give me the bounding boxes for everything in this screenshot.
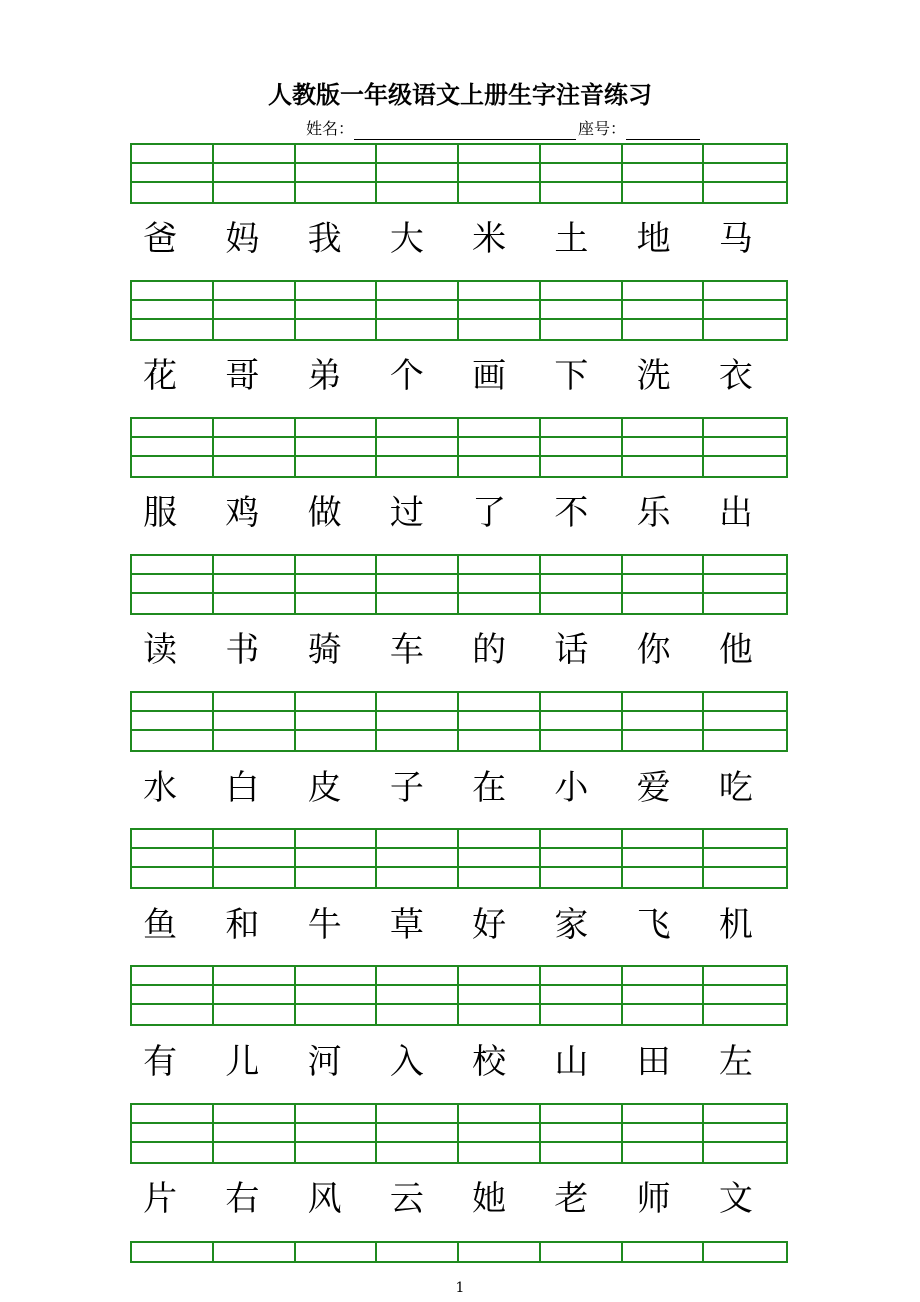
pinyin-box[interactable]	[459, 1005, 541, 1024]
hanzi-character: 哥	[225, 356, 260, 396]
pinyin-box[interactable]	[459, 1105, 541, 1124]
worksheet-title: 人教版一年级语文上册生字注音练习	[268, 80, 652, 109]
pinyin-box[interactable]	[214, 830, 296, 849]
pinyin-box[interactable]	[132, 1143, 214, 1162]
pinyin-box[interactable]	[704, 731, 786, 750]
pinyin-box[interactable]	[541, 145, 623, 164]
hanzi-character: 了	[472, 493, 507, 533]
pinyin-box[interactable]	[704, 1243, 786, 1261]
hanzi-character: 洗	[636, 356, 671, 396]
pinyin-box[interactable]	[541, 419, 623, 438]
hanzi-character: 的	[472, 630, 507, 670]
pinyin-box[interactable]	[623, 301, 705, 320]
pinyin-grid	[130, 828, 788, 889]
hanzi-character: 山	[554, 1042, 589, 1082]
pinyin-box[interactable]	[214, 1124, 296, 1143]
pinyin-box[interactable]	[623, 164, 705, 183]
pinyin-box[interactable]	[296, 868, 378, 887]
pinyin-box[interactable]	[459, 575, 541, 594]
student-info-line	[306, 118, 700, 140]
name-label: 姓名：	[306, 119, 355, 138]
pinyin-box[interactable]	[214, 438, 296, 457]
pinyin-grid	[130, 965, 788, 1026]
pinyin-box[interactable]	[377, 594, 459, 613]
hanzi-character: 骑	[307, 630, 342, 670]
pinyin-box[interactable]	[623, 967, 705, 986]
pinyin-box[interactable]	[132, 986, 214, 1005]
pinyin-box[interactable]	[623, 1243, 705, 1261]
pinyin-box[interactable]	[623, 830, 705, 849]
pinyin-box[interactable]	[296, 594, 378, 613]
pinyin-box[interactable]	[214, 301, 296, 320]
pinyin-box[interactable]	[296, 301, 378, 320]
pinyin-box[interactable]	[296, 731, 378, 750]
pinyin-box[interactable]	[214, 849, 296, 868]
pinyin-box[interactable]	[704, 712, 786, 731]
pinyin-box[interactable]	[296, 419, 378, 438]
hanzi-character: 吃	[718, 768, 753, 808]
pinyin-box[interactable]	[377, 145, 459, 164]
character-row	[130, 1034, 788, 1090]
pinyin-box[interactable]	[459, 556, 541, 575]
pinyin-box[interactable]	[704, 575, 786, 594]
hanzi-character: 爱	[636, 768, 671, 808]
pinyin-box[interactable]	[214, 1243, 296, 1261]
pinyin-box[interactable]	[132, 457, 214, 476]
pinyin-box[interactable]	[296, 1243, 378, 1261]
hanzi-character: 子	[389, 768, 424, 808]
pinyin-box[interactable]	[623, 712, 705, 731]
hanzi-character: 话	[554, 630, 589, 670]
hanzi-character: 土	[554, 219, 589, 259]
pinyin-box[interactable]	[541, 282, 623, 301]
hanzi-character: 不	[554, 493, 589, 533]
hanzi-character: 地	[636, 219, 671, 259]
hanzi-character: 书	[225, 630, 260, 670]
hanzi-character: 乐	[636, 493, 671, 533]
pinyin-box[interactable]	[623, 145, 705, 164]
pinyin-box[interactable]	[377, 712, 459, 731]
pinyin-box[interactable]	[704, 1143, 786, 1162]
pinyin-box[interactable]	[296, 1143, 378, 1162]
pinyin-box[interactable]	[459, 986, 541, 1005]
pinyin-box[interactable]	[704, 282, 786, 301]
pinyin-box[interactable]	[132, 830, 214, 849]
pinyin-grid	[130, 143, 788, 204]
pinyin-box[interactable]	[132, 575, 214, 594]
pinyin-box[interactable]	[132, 282, 214, 301]
character-row	[130, 485, 788, 541]
pinyin-box[interactable]	[459, 1124, 541, 1143]
pinyin-box[interactable]	[704, 1105, 786, 1124]
pinyin-box[interactable]	[541, 438, 623, 457]
pinyin-box[interactable]	[541, 1105, 623, 1124]
pinyin-box[interactable]	[623, 1124, 705, 1143]
hanzi-character: 她	[472, 1179, 507, 1219]
pinyin-box[interactable]	[296, 1005, 378, 1024]
pinyin-box[interactable]	[623, 1005, 705, 1024]
hanzi-character: 河	[307, 1042, 342, 1082]
hanzi-character: 画	[472, 356, 507, 396]
pinyin-grid	[130, 554, 788, 615]
pinyin-box[interactable]	[132, 1005, 214, 1024]
pinyin-box[interactable]	[214, 731, 296, 750]
pinyin-box[interactable]	[296, 830, 378, 849]
page-number: 1	[455, 1280, 465, 1296]
pinyin-box[interactable]	[377, 986, 459, 1005]
hanzi-character: 右	[225, 1179, 260, 1219]
pinyin-box[interactable]	[704, 457, 786, 476]
pinyin-box[interactable]	[459, 967, 541, 986]
pinyin-box[interactable]	[541, 1143, 623, 1162]
pinyin-box[interactable]	[704, 556, 786, 575]
hanzi-character: 草	[389, 905, 424, 945]
hanzi-character: 水	[143, 768, 178, 808]
pinyin-box[interactable]	[541, 967, 623, 986]
pinyin-box[interactable]	[377, 1243, 459, 1261]
pinyin-box[interactable]	[214, 1105, 296, 1124]
pinyin-box[interactable]	[214, 967, 296, 986]
pinyin-grid	[130, 280, 788, 341]
pinyin-box[interactable]	[623, 282, 705, 301]
pinyin-box[interactable]	[623, 868, 705, 887]
pinyin-box[interactable]	[377, 320, 459, 339]
pinyin-box[interactable]	[296, 556, 378, 575]
pinyin-box[interactable]	[377, 731, 459, 750]
pinyin-box[interactable]	[623, 183, 705, 202]
hanzi-character: 读	[143, 630, 178, 670]
pinyin-box[interactable]	[132, 301, 214, 320]
hanzi-character: 做	[307, 493, 342, 533]
hanzi-character: 下	[554, 356, 589, 396]
pinyin-box[interactable]	[377, 282, 459, 301]
hanzi-character: 文	[718, 1179, 753, 1219]
pinyin-box[interactable]	[132, 556, 214, 575]
pinyin-box[interactable]	[459, 438, 541, 457]
pinyin-box[interactable]	[214, 1005, 296, 1024]
pinyin-box[interactable]	[296, 1124, 378, 1143]
pinyin-box[interactable]	[377, 419, 459, 438]
pinyin-box[interactable]	[623, 1143, 705, 1162]
pinyin-box[interactable]	[541, 731, 623, 750]
pinyin-box[interactable]	[541, 594, 623, 613]
hanzi-character: 米	[472, 219, 507, 259]
pinyin-box[interactable]	[459, 594, 541, 613]
pinyin-box[interactable]	[132, 145, 214, 164]
pinyin-box[interactable]	[459, 693, 541, 712]
pinyin-box[interactable]	[214, 1143, 296, 1162]
pinyin-grid	[130, 691, 788, 752]
pinyin-box[interactable]	[377, 301, 459, 320]
pinyin-box[interactable]	[459, 419, 541, 438]
pinyin-box[interactable]	[623, 693, 705, 712]
pinyin-box[interactable]	[377, 164, 459, 183]
pinyin-box[interactable]	[623, 438, 705, 457]
hanzi-character: 有	[143, 1042, 178, 1082]
pinyin-box[interactable]	[296, 183, 378, 202]
pinyin-box[interactable]	[459, 301, 541, 320]
pinyin-box[interactable]	[704, 986, 786, 1005]
pinyin-box[interactable]	[541, 849, 623, 868]
pinyin-box[interactable]	[132, 594, 214, 613]
hanzi-character: 鱼	[143, 905, 178, 945]
hanzi-character: 风	[307, 1179, 342, 1219]
hanzi-character: 田	[636, 1042, 671, 1082]
pinyin-box[interactable]	[459, 320, 541, 339]
pinyin-box[interactable]	[296, 320, 378, 339]
pinyin-box[interactable]	[704, 868, 786, 887]
pinyin-box[interactable]	[132, 731, 214, 750]
hanzi-character: 在	[472, 768, 507, 808]
pinyin-box[interactable]	[704, 1005, 786, 1024]
hanzi-character: 儿	[225, 1042, 260, 1082]
hanzi-character: 妈	[225, 219, 260, 259]
pinyin-box[interactable]	[214, 712, 296, 731]
hanzi-character: 片	[143, 1179, 178, 1219]
pinyin-box[interactable]	[214, 419, 296, 438]
pinyin-box[interactable]	[459, 868, 541, 887]
pinyin-box[interactable]	[541, 693, 623, 712]
pinyin-box[interactable]	[541, 320, 623, 339]
pinyin-box[interactable]	[459, 457, 541, 476]
pinyin-box[interactable]	[377, 575, 459, 594]
pinyin-grid	[130, 417, 788, 478]
pinyin-box[interactable]	[459, 183, 541, 202]
pinyin-box[interactable]	[623, 575, 705, 594]
pinyin-box[interactable]	[132, 164, 214, 183]
pinyin-box[interactable]	[541, 556, 623, 575]
pinyin-grid	[130, 1103, 788, 1164]
hanzi-character: 家	[554, 905, 589, 945]
pinyin-box[interactable]	[214, 164, 296, 183]
pinyin-box[interactable]	[296, 438, 378, 457]
pinyin-box[interactable]	[623, 556, 705, 575]
name-blank[interactable]	[354, 121, 576, 140]
pinyin-box[interactable]	[132, 849, 214, 868]
hanzi-character: 他	[718, 630, 753, 670]
hanzi-character: 牛	[307, 905, 342, 945]
pinyin-box[interactable]	[459, 1143, 541, 1162]
hanzi-character: 好	[472, 905, 507, 945]
pinyin-box[interactable]	[623, 320, 705, 339]
pinyin-box[interactable]	[377, 868, 459, 887]
hanzi-character: 大	[389, 219, 424, 259]
character-row	[130, 897, 788, 953]
pinyin-box[interactable]	[459, 1243, 541, 1261]
hanzi-character: 出	[718, 493, 753, 533]
character-row	[130, 211, 788, 267]
pinyin-box[interactable]	[623, 419, 705, 438]
pinyin-box[interactable]	[377, 457, 459, 476]
pinyin-box[interactable]	[132, 183, 214, 202]
pinyin-box[interactable]	[704, 967, 786, 986]
pinyin-box[interactable]	[214, 183, 296, 202]
hanzi-character: 服	[143, 493, 178, 533]
pinyin-box[interactable]	[377, 693, 459, 712]
pinyin-box[interactable]	[296, 693, 378, 712]
pinyin-box[interactable]	[541, 1124, 623, 1143]
pinyin-box[interactable]	[541, 712, 623, 731]
hanzi-character: 车	[389, 630, 424, 670]
seat-label: 座号：	[578, 119, 627, 138]
pinyin-box[interactable]	[214, 594, 296, 613]
pinyin-box[interactable]	[623, 849, 705, 868]
pinyin-box[interactable]	[296, 457, 378, 476]
pinyin-box[interactable]	[704, 419, 786, 438]
hanzi-character: 过	[389, 493, 424, 533]
character-row	[130, 348, 788, 404]
pinyin-box[interactable]	[377, 183, 459, 202]
hanzi-character: 我	[307, 219, 342, 259]
pinyin-box[interactable]	[623, 594, 705, 613]
pinyin-box[interactable]	[704, 1124, 786, 1143]
character-row	[130, 1171, 788, 1227]
pinyin-box[interactable]	[132, 320, 214, 339]
pinyin-box[interactable]	[623, 457, 705, 476]
hanzi-character: 校	[472, 1042, 507, 1082]
hanzi-character: 爸	[143, 219, 178, 259]
pinyin-box[interactable]	[132, 1105, 214, 1124]
pinyin-box[interactable]	[296, 712, 378, 731]
hanzi-character: 老	[554, 1179, 589, 1219]
pinyin-box[interactable]	[459, 849, 541, 868]
pinyin-box[interactable]	[214, 556, 296, 575]
pinyin-box[interactable]	[132, 419, 214, 438]
hanzi-character: 你	[636, 630, 671, 670]
pinyin-box[interactable]	[704, 830, 786, 849]
pinyin-box[interactable]	[541, 1005, 623, 1024]
pinyin-box[interactable]	[377, 556, 459, 575]
pinyin-box[interactable]	[541, 183, 623, 202]
hanzi-character: 鸡	[225, 493, 260, 533]
pinyin-box[interactable]	[377, 1105, 459, 1124]
hanzi-character: 云	[389, 1179, 424, 1219]
pinyin-box[interactable]	[132, 868, 214, 887]
pinyin-box[interactable]	[623, 731, 705, 750]
pinyin-grid	[130, 1241, 788, 1263]
hanzi-character: 皮	[307, 768, 342, 808]
pinyin-box[interactable]	[459, 712, 541, 731]
pinyin-box[interactable]	[377, 438, 459, 457]
hanzi-character: 花	[143, 356, 178, 396]
pinyin-box[interactable]	[377, 1005, 459, 1024]
hanzi-character: 机	[718, 905, 753, 945]
pinyin-box[interactable]	[541, 164, 623, 183]
pinyin-box[interactable]	[214, 693, 296, 712]
hanzi-character: 马	[718, 219, 753, 259]
pinyin-box[interactable]	[377, 1143, 459, 1162]
character-row	[130, 760, 788, 816]
pinyin-box[interactable]	[377, 1124, 459, 1143]
pinyin-box[interactable]	[214, 986, 296, 1005]
pinyin-box[interactable]	[296, 849, 378, 868]
hanzi-character: 入	[389, 1042, 424, 1082]
pinyin-box[interactable]	[704, 183, 786, 202]
pinyin-box[interactable]	[704, 164, 786, 183]
pinyin-box[interactable]	[541, 830, 623, 849]
pinyin-box[interactable]	[459, 282, 541, 301]
pinyin-box[interactable]	[541, 575, 623, 594]
pinyin-box[interactable]	[296, 282, 378, 301]
pinyin-box[interactable]	[296, 145, 378, 164]
pinyin-box[interactable]	[132, 438, 214, 457]
pinyin-box[interactable]	[541, 986, 623, 1005]
pinyin-box[interactable]	[214, 868, 296, 887]
pinyin-box[interactable]	[296, 1105, 378, 1124]
pinyin-box[interactable]	[296, 967, 378, 986]
pinyin-box[interactable]	[296, 164, 378, 183]
pinyin-box[interactable]	[704, 438, 786, 457]
pinyin-box[interactable]	[132, 1124, 214, 1143]
hanzi-character: 个	[389, 356, 424, 396]
character-row	[130, 622, 788, 678]
pinyin-box[interactable]	[541, 868, 623, 887]
pinyin-box[interactable]	[377, 849, 459, 868]
pinyin-box[interactable]	[377, 967, 459, 986]
pinyin-box[interactable]	[132, 967, 214, 986]
pinyin-box[interactable]	[541, 457, 623, 476]
pinyin-box[interactable]	[214, 145, 296, 164]
pinyin-box[interactable]	[704, 594, 786, 613]
hanzi-character: 师	[636, 1179, 671, 1219]
hanzi-character: 和	[225, 905, 260, 945]
seat-blank[interactable]	[626, 121, 700, 140]
hanzi-character: 白	[225, 768, 260, 808]
pinyin-box[interactable]	[296, 986, 378, 1005]
pinyin-box[interactable]	[132, 1243, 214, 1261]
pinyin-box[interactable]	[132, 712, 214, 731]
hanzi-character: 飞	[636, 905, 671, 945]
pinyin-box[interactable]	[459, 164, 541, 183]
pinyin-box[interactable]	[623, 1105, 705, 1124]
hanzi-character: 弟	[307, 356, 342, 396]
pinyin-box[interactable]	[214, 282, 296, 301]
pinyin-box[interactable]	[214, 457, 296, 476]
pinyin-box[interactable]	[214, 320, 296, 339]
pinyin-box[interactable]	[214, 575, 296, 594]
pinyin-box[interactable]	[704, 849, 786, 868]
hanzi-character: 左	[718, 1042, 753, 1082]
hanzi-character: 小	[554, 768, 589, 808]
pinyin-box[interactable]	[704, 693, 786, 712]
hanzi-character: 衣	[718, 356, 753, 396]
pinyin-box[interactable]	[704, 301, 786, 320]
pinyin-box[interactable]	[377, 830, 459, 849]
pinyin-box[interactable]	[296, 575, 378, 594]
pinyin-box[interactable]	[459, 830, 541, 849]
pinyin-box[interactable]	[541, 1243, 623, 1261]
pinyin-box[interactable]	[623, 986, 705, 1005]
pinyin-box[interactable]	[704, 320, 786, 339]
pinyin-box[interactable]	[459, 145, 541, 164]
pinyin-box[interactable]	[541, 301, 623, 320]
pinyin-box[interactable]	[459, 731, 541, 750]
pinyin-box[interactable]	[132, 693, 214, 712]
pinyin-box[interactable]	[704, 145, 786, 164]
